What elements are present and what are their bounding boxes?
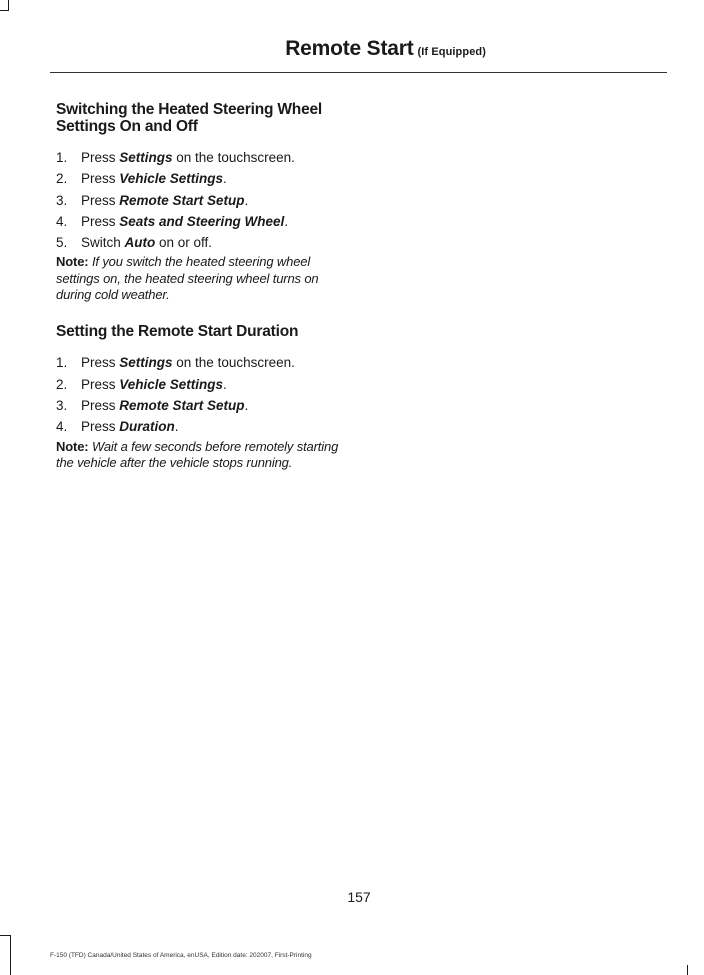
step-text: . — [223, 171, 227, 187]
steps-list — [56, 147, 356, 253]
step-text: Press — [81, 355, 120, 371]
step-emphasis: Settings — [119, 355, 173, 371]
section-remote-start-duration — [56, 323, 356, 471]
step-emphasis: Seats and Steering Wheel — [119, 213, 285, 229]
step-text: . — [244, 192, 249, 208]
step-text: Press — [81, 397, 120, 413]
step-text: on the touchscreen. — [172, 355, 295, 371]
step-number: 4. — [56, 419, 68, 435]
list-item — [56, 352, 356, 373]
step-text: Press — [81, 192, 120, 208]
list-item — [56, 416, 356, 437]
list-item — [56, 168, 356, 189]
section-heated-steering-wheel — [56, 101, 356, 303]
step-text: on or off. — [155, 235, 213, 251]
step-emphasis: Vehicle Settings — [119, 376, 224, 392]
step-number: 2. — [56, 171, 68, 187]
note-text: If you switch the heated steering wheel settings on, the heated steering wheel turns on during cold weather. — [56, 254, 319, 303]
list-item — [56, 232, 356, 253]
list-item — [56, 211, 356, 232]
section-title: Switching the Heated Steering Wheel Settings On and Off — [56, 101, 323, 135]
page-header — [50, 34, 667, 73]
list-item — [56, 395, 356, 416]
step-text: Press — [81, 171, 120, 187]
note-label: Note: — [56, 254, 89, 270]
note-label: Note: — [56, 438, 89, 454]
step-number: 2. — [56, 376, 68, 392]
step-text: Press — [81, 376, 120, 392]
steps-list — [56, 352, 356, 437]
step-text: . — [223, 376, 227, 392]
step-emphasis: Vehicle Settings — [119, 171, 224, 187]
note — [56, 254, 356, 303]
crop-mark-bottom-right-v — [687, 965, 688, 975]
step-text: Press — [81, 213, 120, 229]
header-subtitle: (If Equipped) — [417, 46, 486, 58]
page-number: 157 — [347, 889, 371, 905]
crop-mark-top-left-v — [8, 0, 9, 11]
crop-mark-bottom-left-h — [0, 935, 10, 936]
list-item — [56, 190, 356, 211]
crop-mark-top-left-h — [0, 10, 8, 11]
step-emphasis: Auto — [124, 235, 156, 251]
note-text: Wait a few seconds before remotely starting the vehicle after the vehicle stops running. — [56, 438, 339, 470]
step-emphasis: Remote Start Setup — [119, 397, 245, 413]
step-text: on the touchscreen. — [172, 150, 295, 165]
step-text: Switch — [81, 235, 125, 251]
step-number: 1. — [56, 355, 68, 371]
step-emphasis: Settings — [119, 150, 173, 165]
step-number: 5. — [56, 235, 68, 251]
header-title-line — [50, 34, 667, 67]
step-text: Press — [81, 150, 120, 165]
note — [56, 439, 356, 472]
step-text: . — [244, 397, 249, 413]
step-text: . — [284, 213, 289, 229]
step-number: 3. — [56, 397, 68, 413]
list-item — [56, 147, 356, 168]
footer-edition-info: F-150 (TFD) Canada/United States of America, enUSA, Edition date: 202007, First-Printing — [50, 952, 312, 959]
step-emphasis: Remote Start Setup — [119, 192, 245, 208]
page-content — [56, 101, 356, 471]
section-title: Setting the Remote Start Duration — [56, 323, 299, 341]
step-text: Press — [81, 419, 120, 435]
list-item — [56, 374, 356, 395]
step-number: 1. — [56, 150, 68, 165]
step-number: 4. — [56, 213, 68, 229]
header-title: Remote Start — [285, 37, 414, 60]
step-number: 3. — [56, 192, 68, 208]
step-emphasis: Duration — [119, 419, 175, 435]
crop-mark-bottom-left-v — [10, 935, 11, 975]
step-text: . — [174, 419, 179, 435]
